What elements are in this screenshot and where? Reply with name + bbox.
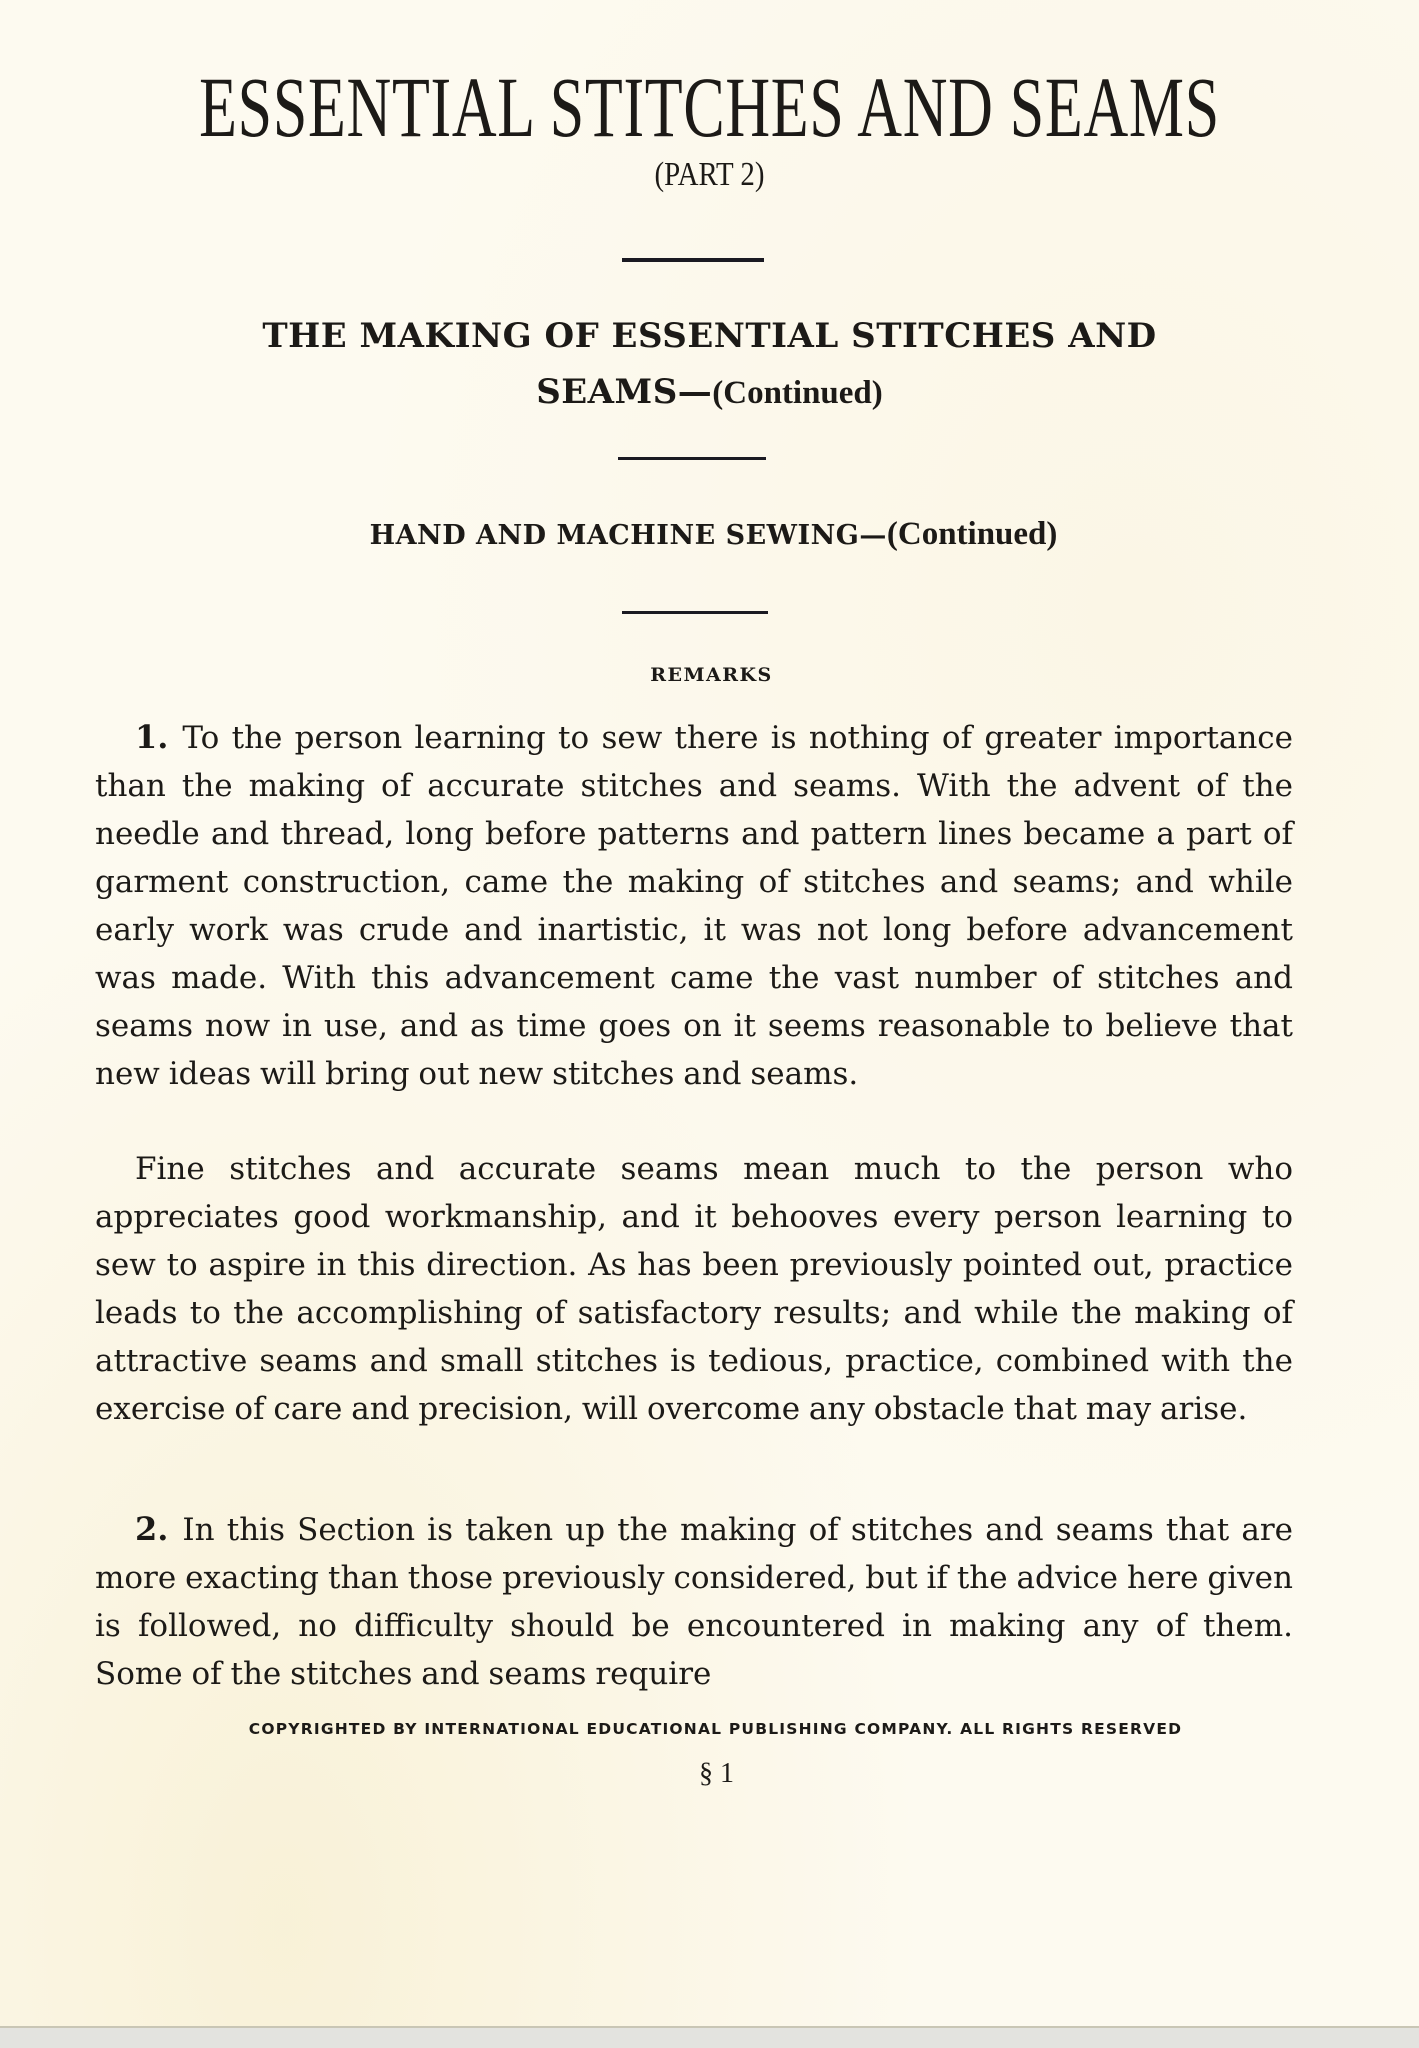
copyright-notice: COPYRIGHTED BY INTERNATIONAL EDUCATIONAL PUBLISHING COMPANY. ALL RIGHTS RESERVED <box>248 1720 1183 1738</box>
paragraph-text: In this Section is taken up the making of stitches and seams that are more exacting than those previously considered, but if the advice here given is followed, no difficulty should be encountered in making any of them. Some of the stitches and seams require <box>95 1512 1293 1692</box>
document-title: ESSENTIAL STITCHES AND SEAMS <box>199 59 1220 155</box>
main-heading-continued: (Continued) <box>712 375 883 411</box>
paragraph <box>95 1145 1293 1433</box>
divider-rule <box>622 611 768 614</box>
paragraph-text: Fine stitches and accurate seams mean much to the person who appreciates good workmanship, and it behooves every person learning to sew to aspire in this direction. As has been previously pointed out, practice leads to the accomplishing of satisfactory results; and while the making of attractive seams and small stitches is tedious, practice, combined with the exercise of care and precision, will overcome any obstacle that may arise. <box>95 1151 1293 1427</box>
main-heading-line2 <box>0 364 1419 421</box>
paragraph <box>95 1505 1293 1698</box>
sub-heading-caps: HAND AND MACHINE SEWING— <box>369 520 887 551</box>
sub-heading-continued: (Continued) <box>886 516 1058 552</box>
section-number: § 1 <box>699 1758 734 1789</box>
section-label: REMARKS <box>650 664 773 686</box>
paragraph-number: 2. <box>135 1510 169 1548</box>
paragraph-number: 1. <box>135 718 169 756</box>
paragraph-text: To the person learning to sew there is nothing of greater importance than the making of accurate stitches and seams. With the advent of the needle and thread, long before patterns and pattern lines became a part of garment construction, came the making of stitches and seams; and while early work was crude and inartistic, it was not long before advancement was made. With this advancement came the vast number of stitches and seams now in use, and as time goes on it seems reasonable to believe that new ideas will bring out new stitches and seams. <box>95 720 1293 1092</box>
main-heading-line1: THE MAKING OF ESSENTIAL STITCHES AND <box>262 316 1157 356</box>
document-subtitle: (PART 2) <box>654 156 765 193</box>
divider-rule <box>622 258 764 262</box>
divider-rule <box>618 457 766 460</box>
sub-heading <box>0 512 1419 558</box>
paragraph <box>95 713 1293 1098</box>
main-heading <box>0 308 1419 421</box>
main-heading-caps: SEAMS— <box>536 372 713 412</box>
